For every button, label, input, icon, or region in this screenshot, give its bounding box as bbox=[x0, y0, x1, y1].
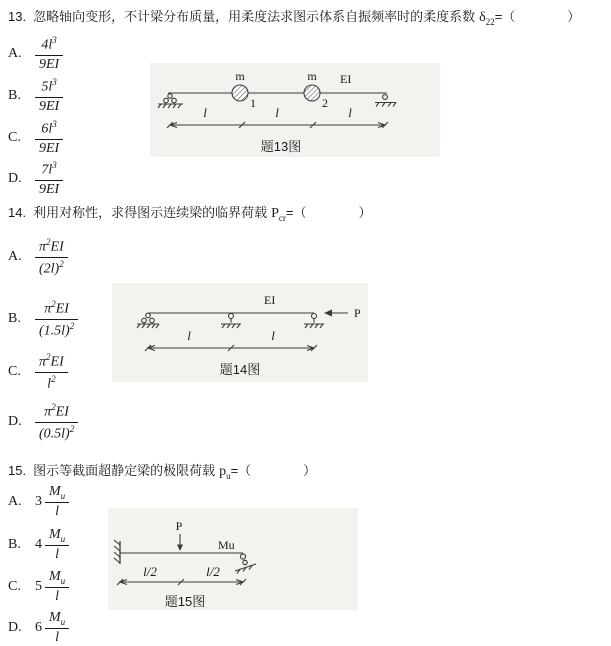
option-letter: A. bbox=[8, 249, 22, 265]
q14-option-b bbox=[8, 299, 78, 340]
question-13-blank: =（ ） bbox=[494, 9, 581, 24]
span-length-label: l bbox=[271, 328, 275, 343]
option-letter: C. bbox=[8, 364, 21, 380]
span-length-label: l bbox=[187, 328, 191, 343]
fraction-coefficient: 6 bbox=[35, 620, 42, 636]
num-sup: 3 bbox=[52, 77, 57, 87]
question-13-header bbox=[8, 6, 580, 27]
mass-2-icon bbox=[304, 85, 320, 101]
fraction bbox=[35, 237, 68, 278]
den-base: l bbox=[55, 589, 60, 605]
den-sup: 2 bbox=[59, 258, 64, 269]
q13-option-a bbox=[8, 35, 63, 73]
q15-option-b bbox=[8, 527, 69, 563]
figure-caption: 题13图 bbox=[260, 139, 302, 154]
q13-beam-diagram bbox=[150, 63, 440, 157]
fraction-numerator bbox=[35, 402, 78, 423]
den-base: (1.5l) bbox=[39, 323, 70, 339]
option-letter: C. bbox=[8, 579, 21, 595]
scan-background bbox=[108, 508, 358, 610]
fraction bbox=[45, 610, 69, 646]
num-sup: 2 bbox=[51, 299, 56, 309]
figure-caption: 题15图 bbox=[164, 594, 206, 609]
num-base: π bbox=[39, 239, 47, 255]
q15-option-d bbox=[8, 610, 69, 646]
question-14-symbol bbox=[271, 206, 286, 221]
span-length-label: l bbox=[275, 105, 279, 120]
fraction-numerator bbox=[35, 35, 63, 56]
option-letter: A. bbox=[8, 45, 22, 61]
question-14-blank: =（ ） bbox=[285, 205, 372, 220]
option-letter: C. bbox=[8, 129, 21, 145]
question-13-stem: 忽略轴向变形，不计梁分布质量，用柔度法求图示体系自振频率时的柔度系数 bbox=[33, 9, 476, 24]
option-letter: A. bbox=[8, 494, 22, 510]
question-15-number: 15. bbox=[8, 463, 27, 478]
mass-2-number: 2 bbox=[322, 96, 328, 110]
moment-label: Mu bbox=[218, 538, 235, 552]
load-label: P bbox=[354, 306, 361, 320]
mass-1-icon bbox=[232, 85, 248, 101]
num-sup: 3 bbox=[52, 35, 57, 45]
q15-option-a bbox=[8, 484, 69, 520]
den-base: (2l) bbox=[39, 261, 60, 277]
span-length-label: l/2 bbox=[143, 564, 157, 579]
question-14-stem: 利用对称性，求得图示连续梁的临界荷载 bbox=[33, 205, 268, 220]
q14-option-a bbox=[8, 237, 68, 278]
fraction-denominator bbox=[45, 546, 69, 563]
fraction bbox=[35, 402, 78, 443]
fraction bbox=[45, 484, 69, 520]
figure-caption: 题14图 bbox=[219, 362, 261, 377]
question-13-symbol bbox=[479, 10, 495, 25]
symbol-subscript: cr bbox=[278, 212, 286, 223]
q15-option-c bbox=[8, 569, 69, 605]
num-base: 5l bbox=[41, 79, 53, 95]
mass-2-label: m bbox=[307, 69, 317, 83]
symbol-base: δ bbox=[479, 10, 486, 25]
mass-1-label: m bbox=[235, 69, 245, 83]
question-15-symbol bbox=[219, 464, 231, 479]
fraction bbox=[45, 527, 69, 563]
fraction-denominator bbox=[35, 56, 63, 73]
num-base: M bbox=[49, 610, 61, 625]
fraction bbox=[35, 35, 63, 73]
fraction-denominator bbox=[45, 629, 69, 646]
option-letter: D. bbox=[8, 414, 22, 430]
num-sup: 2 bbox=[46, 352, 51, 362]
q13-option-b bbox=[8, 77, 63, 115]
den-base: 9EI bbox=[39, 98, 60, 114]
symbol-subscript: u bbox=[226, 470, 231, 481]
num-tail: EI bbox=[55, 404, 69, 420]
fraction-denominator bbox=[45, 503, 69, 520]
question-13-number: 13. bbox=[8, 9, 27, 24]
num-base: π bbox=[44, 301, 52, 317]
question-15-blank: =（ ） bbox=[230, 463, 317, 478]
fraction bbox=[35, 352, 68, 393]
fraction-numerator bbox=[35, 119, 63, 140]
fraction-coefficient: 3 bbox=[35, 494, 42, 510]
num-tail: EI bbox=[55, 301, 69, 317]
fraction-numerator bbox=[35, 237, 68, 258]
symbol-base: p bbox=[219, 464, 227, 479]
fraction-numerator bbox=[35, 160, 63, 181]
num-sup: 2 bbox=[46, 237, 51, 247]
load-label: P bbox=[175, 519, 183, 533]
q14-option-d bbox=[8, 402, 78, 443]
num-base: 4l bbox=[41, 37, 53, 53]
den-base: (0.5l) bbox=[39, 426, 70, 442]
fraction-denominator bbox=[35, 373, 68, 393]
symbol-subscript: 22 bbox=[485, 16, 495, 27]
den-base: 9EI bbox=[39, 181, 60, 197]
num-sup: 3 bbox=[52, 160, 57, 170]
fraction-numerator bbox=[45, 569, 69, 588]
q13-option-d bbox=[8, 160, 63, 198]
fraction bbox=[35, 299, 78, 340]
num-tail: EI bbox=[50, 354, 64, 370]
fraction-numerator bbox=[45, 610, 69, 629]
fraction-denominator bbox=[35, 320, 78, 340]
den-base: l bbox=[55, 547, 60, 563]
fraction-denominator bbox=[35, 140, 63, 157]
num-sub: u bbox=[60, 616, 66, 627]
num-base: 6l bbox=[41, 121, 53, 137]
fraction bbox=[35, 160, 63, 198]
fraction-numerator bbox=[35, 352, 68, 373]
question-15-header bbox=[8, 460, 316, 481]
den-base: l bbox=[55, 504, 60, 520]
fraction-coefficient: 4 bbox=[35, 537, 42, 553]
num-base: M bbox=[49, 527, 61, 542]
den-sup: 2 bbox=[69, 423, 75, 434]
option-letter: D. bbox=[8, 170, 22, 186]
ei-label: EI bbox=[340, 72, 352, 86]
span-length-label: l/2 bbox=[206, 564, 220, 579]
fraction-denominator bbox=[35, 181, 63, 198]
q13-option-c bbox=[8, 119, 63, 157]
q14-option-c bbox=[8, 352, 68, 393]
fraction-denominator bbox=[45, 588, 69, 605]
num-base: 7l bbox=[41, 162, 53, 178]
num-sub: u bbox=[60, 490, 66, 501]
span-length-label: l bbox=[348, 105, 352, 120]
fraction bbox=[35, 119, 63, 157]
fraction-coefficient: 5 bbox=[35, 579, 42, 595]
fraction-numerator bbox=[45, 527, 69, 546]
mass-1-number: 1 bbox=[250, 96, 256, 110]
num-base: M bbox=[49, 484, 61, 499]
num-sub: u bbox=[60, 575, 66, 586]
fraction-numerator bbox=[35, 77, 63, 98]
fraction-denominator bbox=[35, 423, 78, 443]
question-14-header bbox=[8, 202, 371, 223]
num-sup: 2 bbox=[51, 402, 56, 412]
span-length-label: l bbox=[203, 105, 207, 120]
num-sub: u bbox=[60, 533, 66, 544]
num-tail: EI bbox=[50, 239, 64, 255]
q14-beam-diagram bbox=[112, 283, 368, 382]
ei-label: EI bbox=[264, 293, 276, 307]
question-15-stem: 图示等截面超静定梁的极限荷载 bbox=[33, 463, 216, 478]
option-letter: D. bbox=[8, 620, 22, 636]
option-letter: B. bbox=[8, 311, 21, 327]
option-letter: B. bbox=[8, 537, 21, 553]
fraction bbox=[45, 569, 69, 605]
den-base: 9EI bbox=[39, 56, 60, 72]
fraction-numerator bbox=[35, 299, 78, 320]
den-base: l bbox=[47, 376, 52, 392]
den-base: 9EI bbox=[39, 140, 60, 156]
fraction-numerator bbox=[45, 484, 69, 503]
den-base: l bbox=[55, 630, 60, 646]
num-base: M bbox=[49, 569, 61, 584]
den-sup: 2 bbox=[69, 320, 75, 331]
fraction-denominator bbox=[35, 258, 68, 278]
q15-beam-diagram bbox=[108, 508, 358, 610]
num-sup: 3 bbox=[52, 119, 57, 129]
option-letter: B. bbox=[8, 87, 21, 103]
den-sup: 2 bbox=[51, 373, 56, 384]
num-base: π bbox=[39, 354, 47, 370]
num-base: π bbox=[44, 404, 52, 420]
question-14-number: 14. bbox=[8, 205, 27, 220]
fraction-denominator bbox=[35, 98, 63, 115]
symbol-base: P bbox=[271, 206, 279, 221]
fraction bbox=[35, 77, 63, 115]
